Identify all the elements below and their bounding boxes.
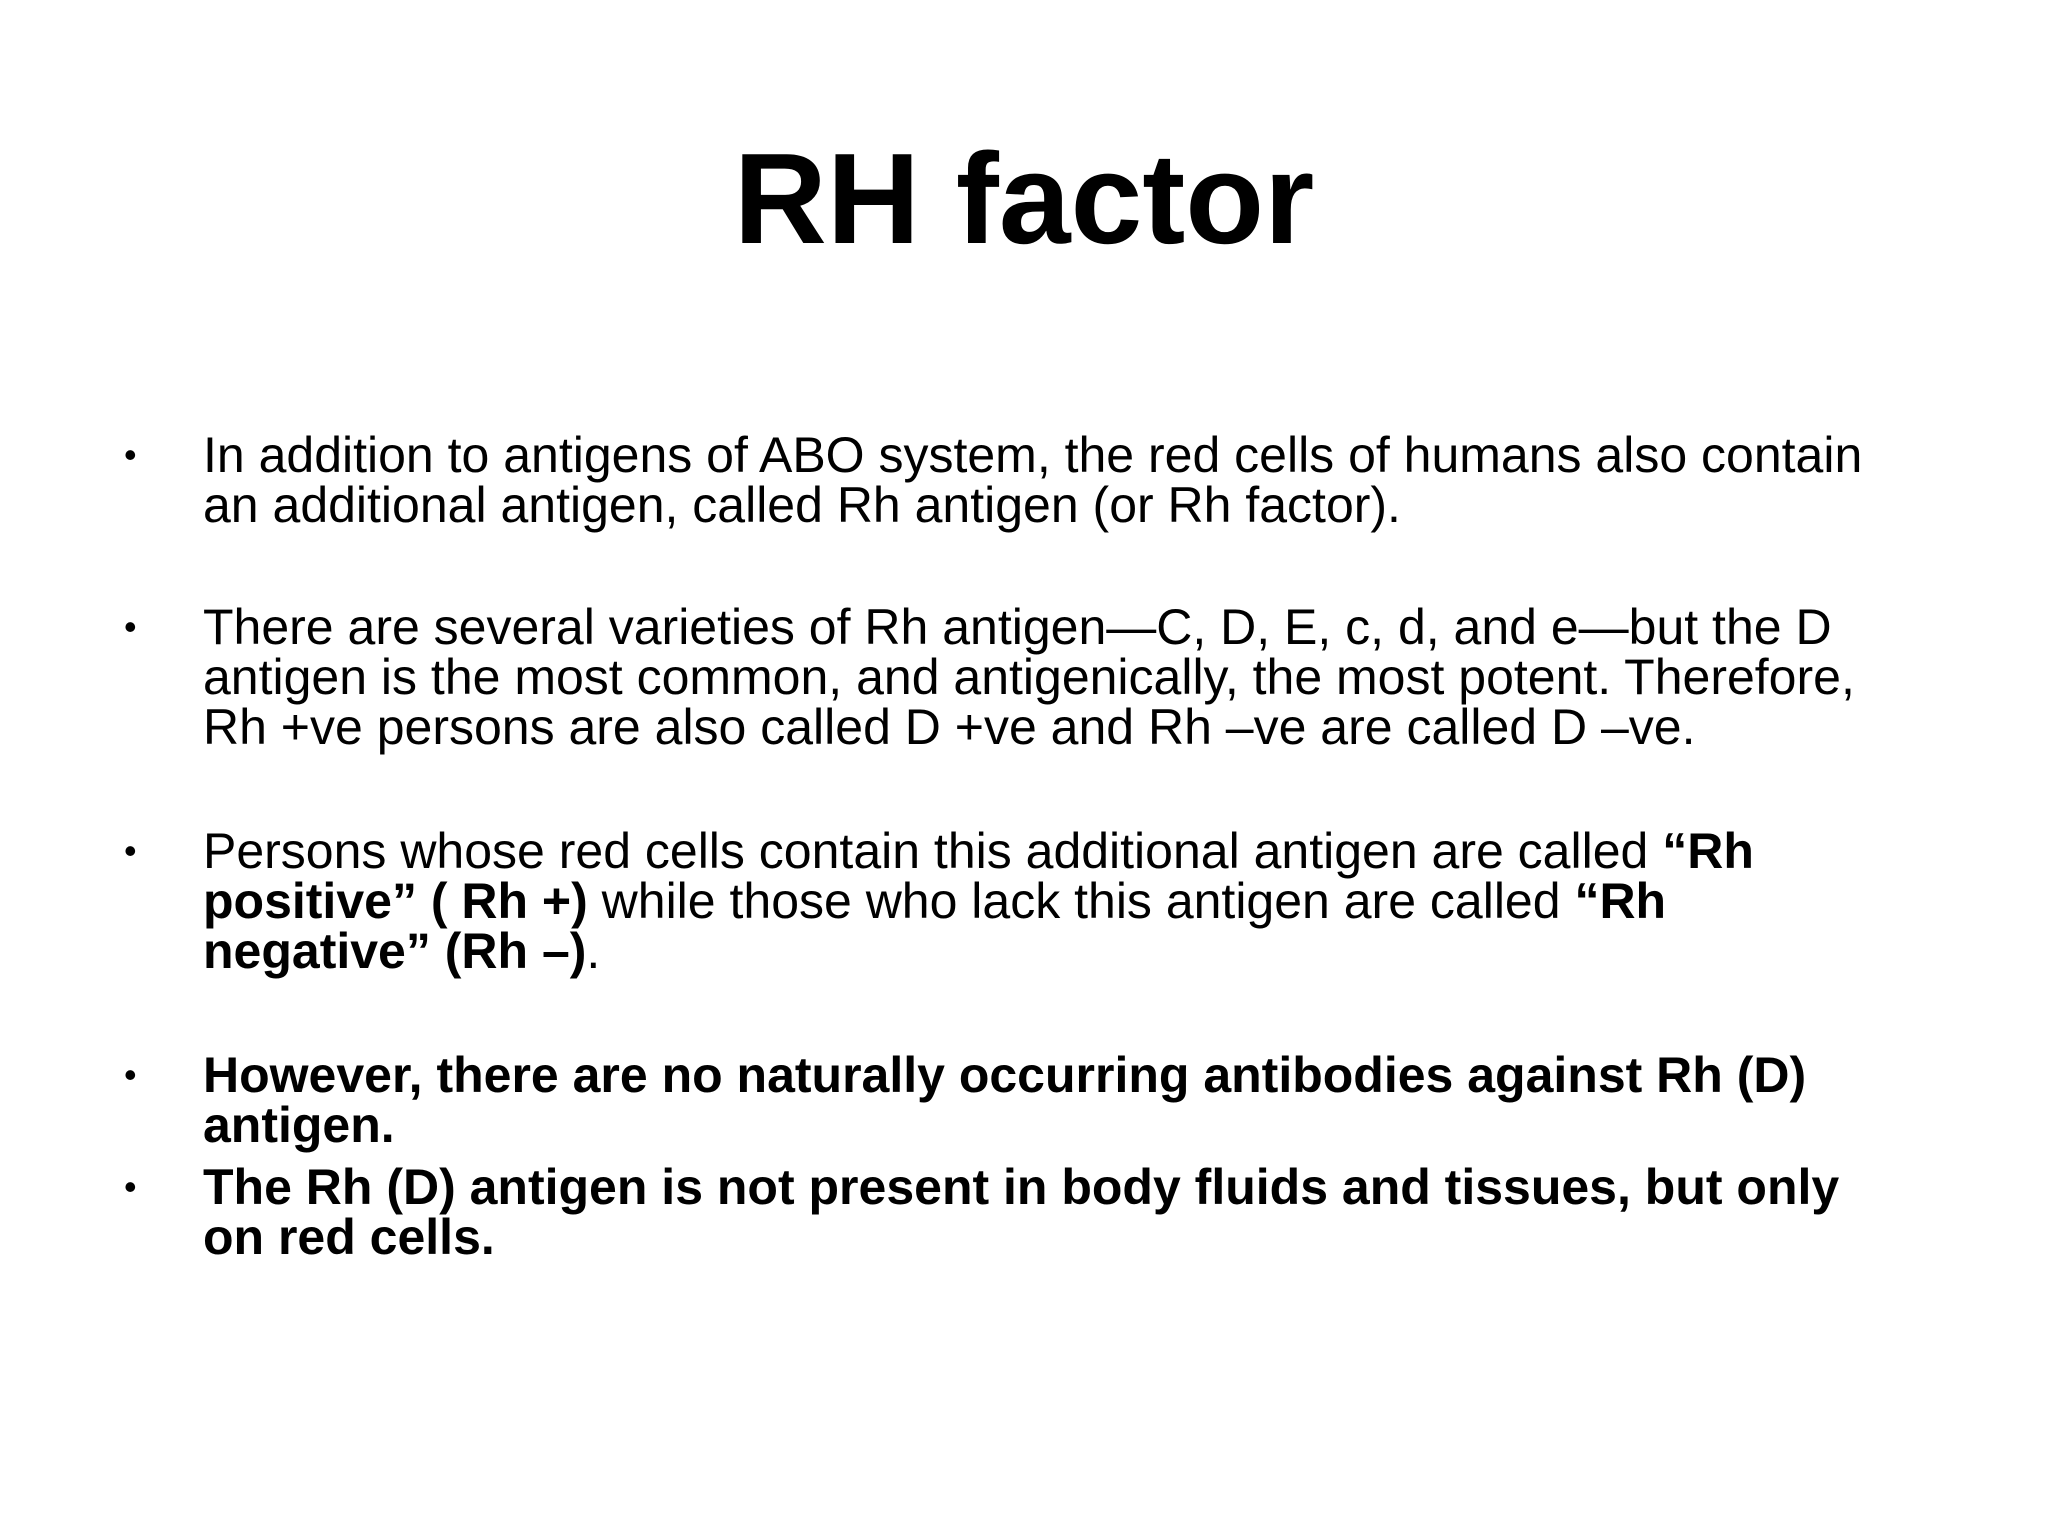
bullet-segment: Persons whose red cells contain this additional antigen are called	[203, 823, 1663, 879]
slide-title: RH factor	[733, 127, 1315, 271]
bullet-line	[203, 823, 1993, 879]
bullet-line: In addition to antigens of ABO system, the red cells of humans also contain	[203, 427, 1863, 483]
bullet-segment: while those who lack this antigen are called	[587, 873, 1575, 929]
bullet-line	[203, 873, 1993, 929]
bullet-line: There are several varieties of Rh antigen—C, D, E, c, d, and e—but the D	[203, 599, 1832, 655]
bullet-line: antigen.	[203, 1097, 395, 1153]
bullet-text	[203, 823, 1993, 979]
bullet-segment-bold: “Rh	[1662, 823, 1754, 879]
bullet-line: However, there are no naturally occurring antibodies against Rh (D)	[203, 1047, 1807, 1103]
bullet-marker: •	[124, 434, 137, 475]
bullet-line: The Rh (D) antigen is not present in body fluids and tissues, but only	[203, 1159, 1840, 1215]
bullet-segment-bold: “Rh	[1574, 873, 1667, 929]
bullet-marker: •	[124, 830, 137, 871]
bullet-text	[203, 599, 1993, 755]
bullet-marker: •	[124, 606, 137, 647]
bullet-line	[203, 923, 1993, 979]
bullet-marker: •	[124, 1166, 137, 1207]
bullet-line: an additional antigen, called Rh antigen (or Rh factor).	[203, 477, 1401, 533]
bullet-line: Rh +ve persons are also called D +ve and Rh –ve are called D –ve.	[203, 699, 1696, 755]
bullet-segment-bold: positive” ( Rh +)	[203, 873, 588, 929]
bullet-segment: .	[586, 923, 601, 979]
bullet-text	[203, 427, 1993, 533]
bullet-text	[203, 1159, 1993, 1265]
bullet-segment-bold: negative” (Rh –)	[203, 923, 587, 979]
bullet-line: on red cells.	[203, 1209, 495, 1265]
bullet-marker: •	[124, 1054, 137, 1095]
bullet-line: antigen is the most common, and antigenically, the most potent. Therefore,	[203, 649, 1855, 705]
bullet-text	[203, 1047, 1993, 1153]
